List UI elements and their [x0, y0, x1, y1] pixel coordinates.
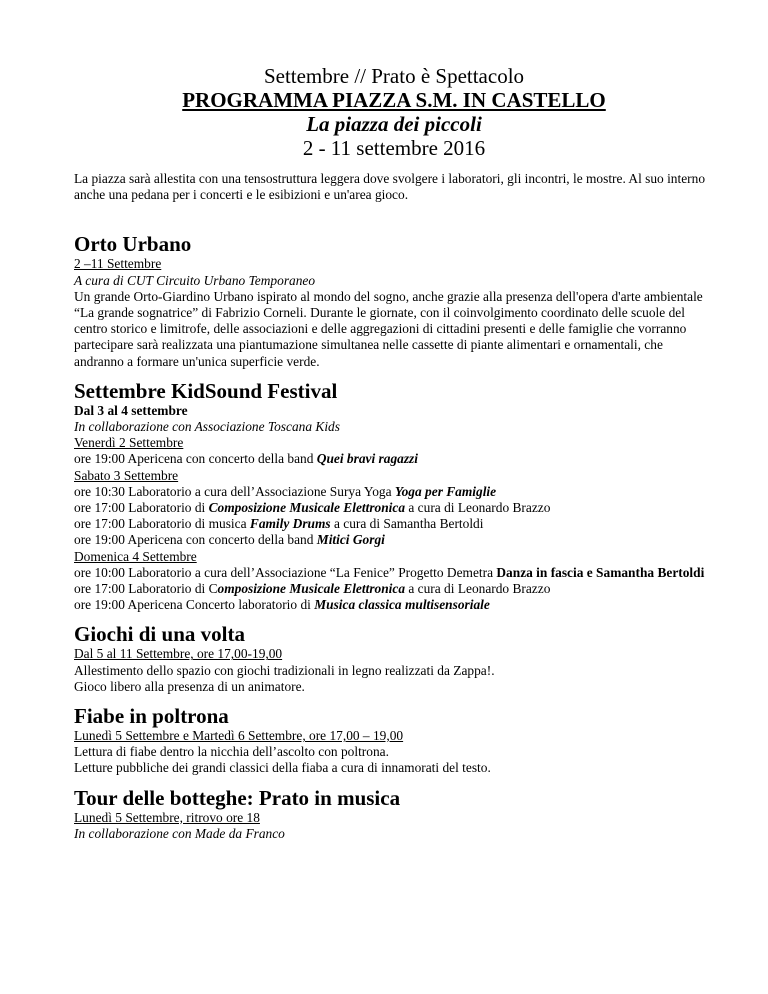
day-heading: Venerdì 2 Settembre	[74, 435, 184, 451]
day-heading: Domenica 4 Settembre	[74, 548, 197, 564]
section-line: Allestimento dello spazio con giochi tradizionali in legno realizzati da Zappa!.	[74, 662, 495, 678]
event-highlight: omposizione Musicale Elettronica	[217, 581, 406, 597]
event-highlight: Yoga per Famiglie	[394, 483, 497, 499]
section-line: Letture pubbliche dei grandi classici della fiaba a cura di innamorati del testo.	[74, 760, 491, 776]
festival-title: Settembre // Prato è Spettacolo	[263, 64, 525, 88]
event-highlight: Mitici Gorgi	[316, 532, 385, 548]
event-text: ore 10:00 Laboratorio a cura dell’Associazione “La Fenice” Progetto Demetra	[74, 564, 497, 580]
section-dates: Lunedì 5 Settembre, ritrovo ore 18	[74, 809, 260, 825]
event-text: a cura di Leonardo Brazzo	[405, 500, 551, 516]
section-collab: In collaborazione con Associazione Toscana Kids	[74, 419, 340, 435]
event-text: ore 17:00 Laboratorio di C	[74, 581, 218, 597]
program-title: PROGRAMMA PIAZZA S.M. IN CASTELLO	[182, 88, 606, 112]
day-heading: Sabato 3 Settembre	[74, 467, 179, 483]
section-dates: 2 –11 Settembre	[74, 256, 162, 272]
section-fiabe	[74, 704, 714, 777]
section-title: Tour delle botteghe: Prato in musica	[74, 785, 401, 810]
event-text: ore 17:00 Laboratorio di	[74, 500, 209, 516]
event-line	[74, 597, 714, 613]
section-line: Lettura di fiabe dentro la nicchia dell’ascolto con poltrona.	[74, 744, 389, 760]
program-subtitle: La piazza dei piccoli	[306, 112, 482, 136]
section-giochi	[74, 622, 714, 695]
section-title: Orto Urbano	[74, 232, 192, 257]
section-dates: Dal 5 al 11 Settembre, ore 17,00-19,00	[74, 646, 283, 662]
event-line	[74, 500, 714, 516]
section-collab: In collaborazione con Made da Franco	[74, 825, 285, 841]
event-line	[74, 484, 714, 500]
section-dates: Lunedì 5 Settembre e Martedì 6 Settembre, ore 17,00 – 19,00	[74, 728, 404, 744]
event-text: ore 10:30 Laboratorio a cura dell’Associazione Surya Yoga	[74, 483, 395, 499]
section-title: Fiabe in poltrona	[74, 704, 229, 729]
event-highlight: Family Drums	[249, 516, 331, 532]
event-line	[74, 581, 714, 597]
event-text: ore 19:00 Apericena Concerto laboratorio di	[74, 597, 315, 613]
intro-paragraph: La piazza sarà allestita con una tensostruttura leggera dove svolgere i laboratori, gli incontri, le mostre. Al suo interno anche una pedana per i concerti e le esibizioni e un'area gioco.	[74, 171, 706, 203]
section-kidsound	[74, 379, 714, 614]
event-text: ore 19:00 Apericena con concerto della band	[74, 532, 317, 548]
section-tour	[74, 786, 714, 842]
section-line: Gioco libero alla presenza di un animatore.	[74, 678, 305, 694]
event-line	[74, 532, 714, 548]
event-highlight: Musica classica multisensoriale	[314, 597, 490, 613]
event-text: a cura di Leonardo Brazzo	[405, 581, 551, 597]
event-highlight: Danza in fascia e Samantha Bertoldi	[496, 564, 705, 580]
event-line	[74, 451, 714, 467]
program-dates: 2 - 11 settembre 2016	[302, 136, 486, 160]
document-header	[74, 64, 714, 160]
section-title: Giochi di una volta	[74, 622, 245, 647]
event-highlight: Composizione Musicale Elettronica	[208, 500, 406, 516]
event-text: ore 19:00 Apericena con concerto della band	[74, 451, 317, 467]
event-line	[74, 565, 714, 581]
event-text: ore 17:00 Laboratorio di musica	[74, 516, 250, 532]
event-highlight: Quei bravi ragazzi	[316, 451, 418, 467]
section-curator: A cura di CUT Circuito Urbano Temporaneo	[74, 272, 316, 288]
section-orto-urbano	[74, 232, 714, 369]
event-line	[74, 516, 714, 532]
section-dates: Dal 3 al 4 settembre	[74, 402, 188, 418]
section-body: Un grande Orto-Giardino Urbano ispirato al mondo del sogno, anche grazie alla presenza dell'opera d'arte ambientale “La grande sognatrice” di Fabrizio Corneli. Durante le giornate, con il coinvolgimento coordinato delle scuole del centro storico e limitrofe, delle associazioni e delle aggregazioni di cittadini presenti e delle famiglie che vorranno partecipare sarà realizzata una piantumazione simultanea nelle cassette di piante alimentari e ornamentali, che andranno a formare un'unica superficie verde.	[74, 288, 703, 369]
section-title: Settembre KidSound Festival	[74, 378, 338, 403]
document-page	[74, 64, 714, 842]
event-text: a cura di Samantha Bertoldi	[330, 516, 484, 532]
